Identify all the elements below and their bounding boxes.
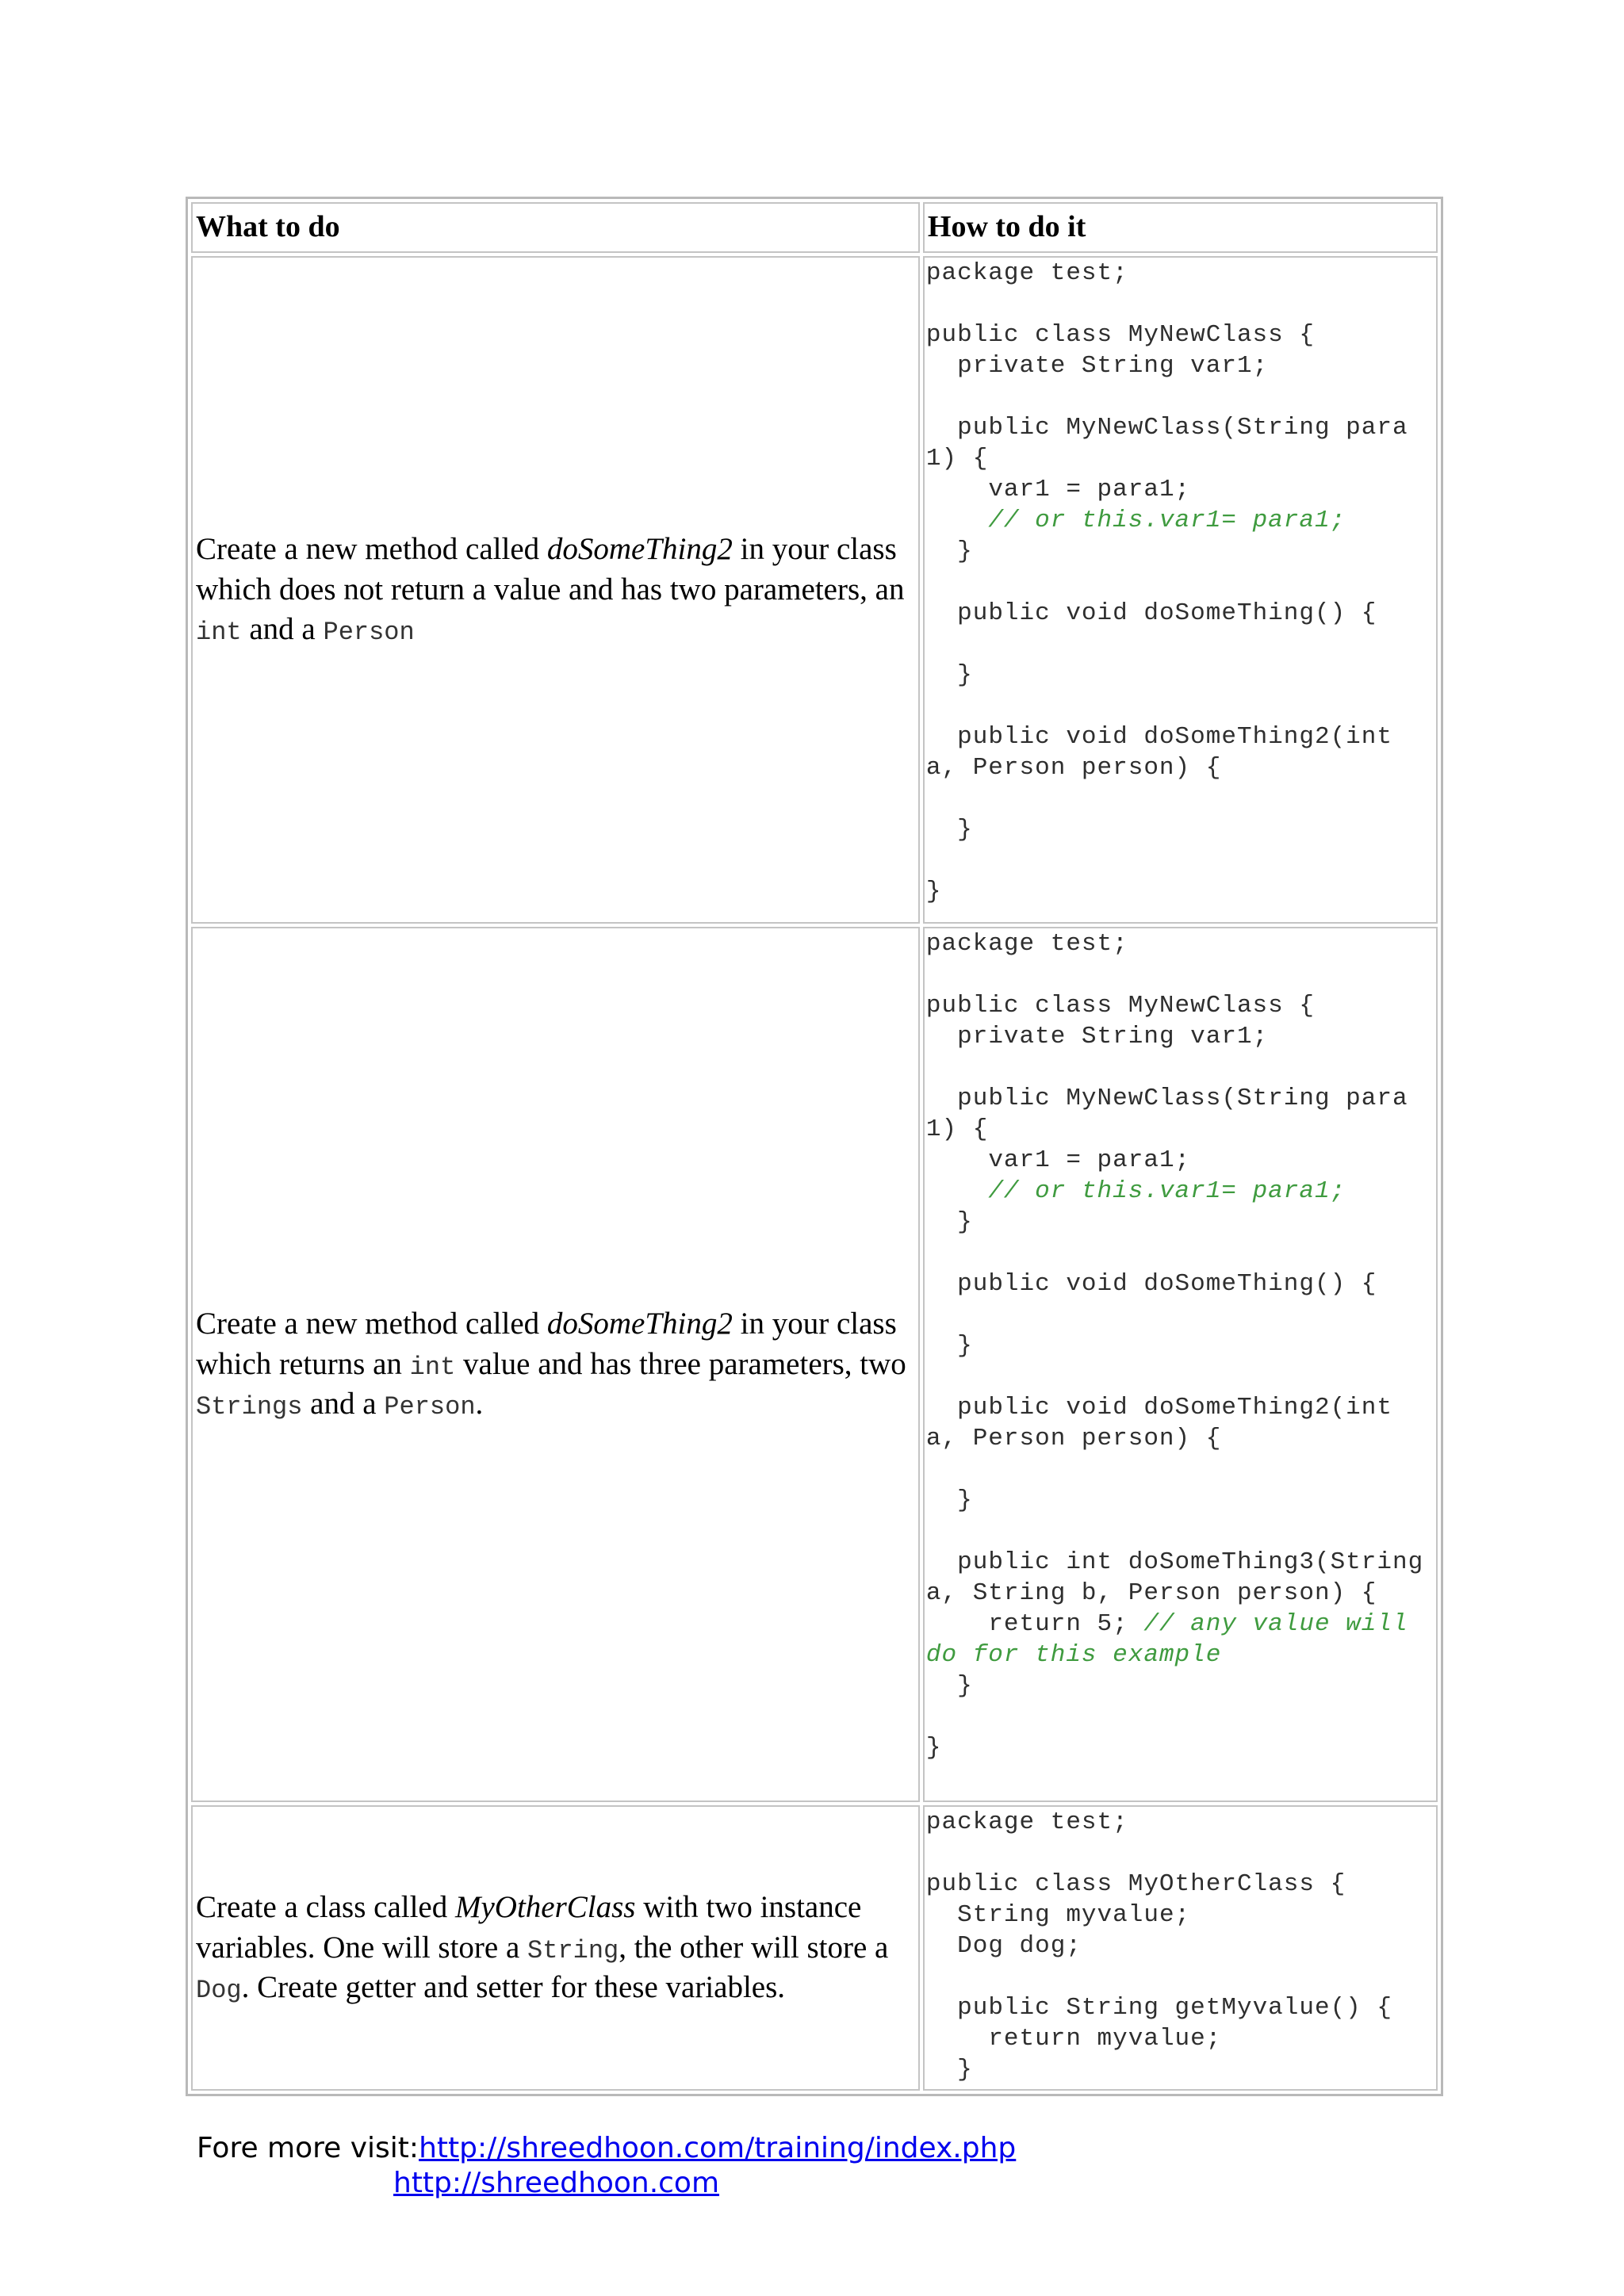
description-text: in your class which does not return a value and has two parameters, an bbox=[196, 531, 905, 607]
code-text: public void doSomeThing() { bbox=[925, 599, 1377, 627]
code-text bbox=[926, 1177, 988, 1205]
code-line bbox=[926, 1672, 973, 1700]
code-text: package test; bbox=[925, 930, 1128, 958]
inline-code: String bbox=[527, 1935, 619, 1965]
inline-code: Strings bbox=[196, 1392, 303, 1422]
code-text: public MyNewClass(String para1) { bbox=[925, 414, 1408, 473]
code-text: } bbox=[925, 816, 973, 844]
code-comment: // any value will do for this example bbox=[925, 1610, 1424, 1669]
code-text: } bbox=[925, 1208, 973, 1236]
code-block bbox=[926, 1807, 1434, 2085]
code-text: return myvalue; bbox=[925, 2025, 1222, 2053]
code-line bbox=[926, 1332, 973, 1360]
code-text: String myvalue; bbox=[925, 1901, 1191, 1929]
instructions-table bbox=[186, 197, 1443, 2096]
code-line bbox=[926, 1177, 1346, 1205]
task-description bbox=[191, 1805, 920, 2091]
code-text: } bbox=[925, 1734, 942, 1762]
table-row bbox=[191, 1805, 1438, 2091]
code-line bbox=[926, 1734, 942, 1762]
code-text: public MyNewClass(String para1) { bbox=[925, 1085, 1408, 1143]
code-example bbox=[923, 1805, 1438, 2091]
code-line bbox=[926, 1808, 1128, 1836]
code-text bbox=[926, 507, 988, 534]
footer-line-2 bbox=[197, 2166, 1016, 2201]
description-text: . bbox=[475, 1387, 484, 1422]
code-line bbox=[926, 414, 1408, 473]
code-line bbox=[926, 878, 942, 905]
footer-label: Fore more visit: bbox=[197, 2132, 419, 2164]
code-line bbox=[926, 1901, 1190, 1929]
method-name: doSomeThing2 bbox=[546, 531, 733, 566]
description-text: . Create getter and setter for these variables. bbox=[241, 1970, 786, 2005]
footer-line-1 bbox=[197, 2131, 1016, 2166]
code-text: private String var1; bbox=[925, 1023, 1269, 1050]
code-line bbox=[926, 1548, 1439, 1607]
inline-code: int bbox=[196, 618, 242, 648]
header-what-to-do: What to do bbox=[191, 202, 920, 253]
description-text: with two instance variables. One will store a bbox=[196, 1889, 862, 1965]
code-line bbox=[926, 352, 1268, 380]
code-text: public void doSomeThing2(int a, Person person) { bbox=[925, 1394, 1408, 1452]
code-text: public String getMyvalue() { bbox=[925, 1994, 1392, 2022]
code-line bbox=[926, 538, 973, 565]
training-link[interactable]: http://shreedhoon.com/training/index.php bbox=[419, 2132, 1017, 2164]
code-text: public class MyNewClass { bbox=[925, 992, 1315, 1020]
code-line bbox=[926, 1487, 973, 1514]
class-name: MyOtherClass bbox=[455, 1889, 636, 1924]
table-row bbox=[191, 927, 1438, 1802]
code-line bbox=[926, 816, 973, 844]
code-text: } bbox=[925, 661, 973, 689]
code-text: return 5; bbox=[925, 1610, 1144, 1638]
code-line bbox=[926, 2056, 973, 2084]
code-text: package test; bbox=[925, 1808, 1128, 1836]
code-text: package test; bbox=[925, 259, 1128, 287]
code-line bbox=[926, 992, 1315, 1020]
code-block bbox=[925, 928, 1439, 1763]
code-line bbox=[926, 259, 1128, 287]
task-description bbox=[191, 256, 920, 924]
description-text: , the other will store a bbox=[619, 1930, 889, 1965]
method-name: doSomeThing2 bbox=[546, 1306, 733, 1341]
inline-code: Dog bbox=[196, 1976, 242, 2006]
code-line bbox=[926, 1610, 1423, 1669]
footer bbox=[197, 2131, 1016, 2201]
inline-code: int bbox=[409, 1352, 456, 1382]
code-line bbox=[926, 1932, 1082, 1960]
code-text: } bbox=[925, 1672, 973, 1700]
code-line bbox=[926, 1023, 1268, 1050]
code-comment: // or this.var1= para1; bbox=[988, 1177, 1346, 1205]
code-line bbox=[926, 1394, 1408, 1452]
code-text: private String var1; bbox=[925, 352, 1269, 380]
description-text: value and has three parameters, two bbox=[455, 1346, 906, 1381]
inline-code: Person bbox=[323, 618, 415, 648]
code-text: } bbox=[925, 538, 973, 565]
code-line bbox=[926, 723, 1408, 782]
code-text: var1 = para1; bbox=[925, 1146, 1191, 1174]
code-line bbox=[926, 1208, 973, 1236]
code-text: public int doSomeThing3(String a, String b, Person person) { bbox=[925, 1548, 1439, 1607]
code-line bbox=[926, 1270, 1377, 1298]
code-line bbox=[926, 1870, 1346, 1898]
description-text: Create a class called bbox=[196, 1889, 455, 1924]
code-text: Dog dog; bbox=[925, 1932, 1082, 1960]
table-header-row bbox=[191, 202, 1438, 253]
code-line bbox=[926, 930, 1128, 958]
code-text: public class MyNewClass { bbox=[925, 321, 1315, 349]
description-text: and a bbox=[241, 612, 324, 647]
code-example bbox=[923, 927, 1438, 1802]
code-example bbox=[923, 256, 1438, 924]
code-text: } bbox=[925, 2056, 973, 2084]
code-line bbox=[926, 321, 1315, 349]
table-row bbox=[191, 256, 1438, 924]
code-line bbox=[926, 507, 1346, 534]
code-text: } bbox=[925, 1487, 973, 1514]
code-line bbox=[926, 1146, 1190, 1174]
code-line bbox=[926, 661, 973, 689]
homepage-link[interactable]: http://shreedhoon.com bbox=[393, 2167, 720, 2199]
task-description bbox=[191, 927, 920, 1802]
header-how-to-do-it: How to do it bbox=[923, 202, 1438, 253]
code-line bbox=[926, 1085, 1408, 1143]
code-text: } bbox=[925, 1332, 973, 1360]
code-line bbox=[926, 1994, 1392, 2022]
code-line bbox=[926, 476, 1190, 503]
code-text: public class MyOtherClass { bbox=[925, 1870, 1346, 1898]
description-text: Create a new method called bbox=[196, 1306, 547, 1341]
code-comment: // or this.var1= para1; bbox=[988, 507, 1346, 534]
code-text: public void doSomeThing2(int a, Person person) { bbox=[925, 723, 1408, 782]
description-text: Create a new method called bbox=[196, 531, 547, 566]
code-line bbox=[926, 2025, 1221, 2053]
description-text: in your class which returns an bbox=[196, 1306, 897, 1381]
code-text: var1 = para1; bbox=[925, 476, 1191, 503]
description-text: and a bbox=[302, 1387, 385, 1422]
code-line bbox=[926, 599, 1377, 627]
code-text: public void doSomeThing() { bbox=[925, 1270, 1377, 1298]
code-text: } bbox=[925, 878, 942, 905]
inline-code: Person bbox=[384, 1392, 476, 1422]
code-block bbox=[926, 258, 1434, 907]
